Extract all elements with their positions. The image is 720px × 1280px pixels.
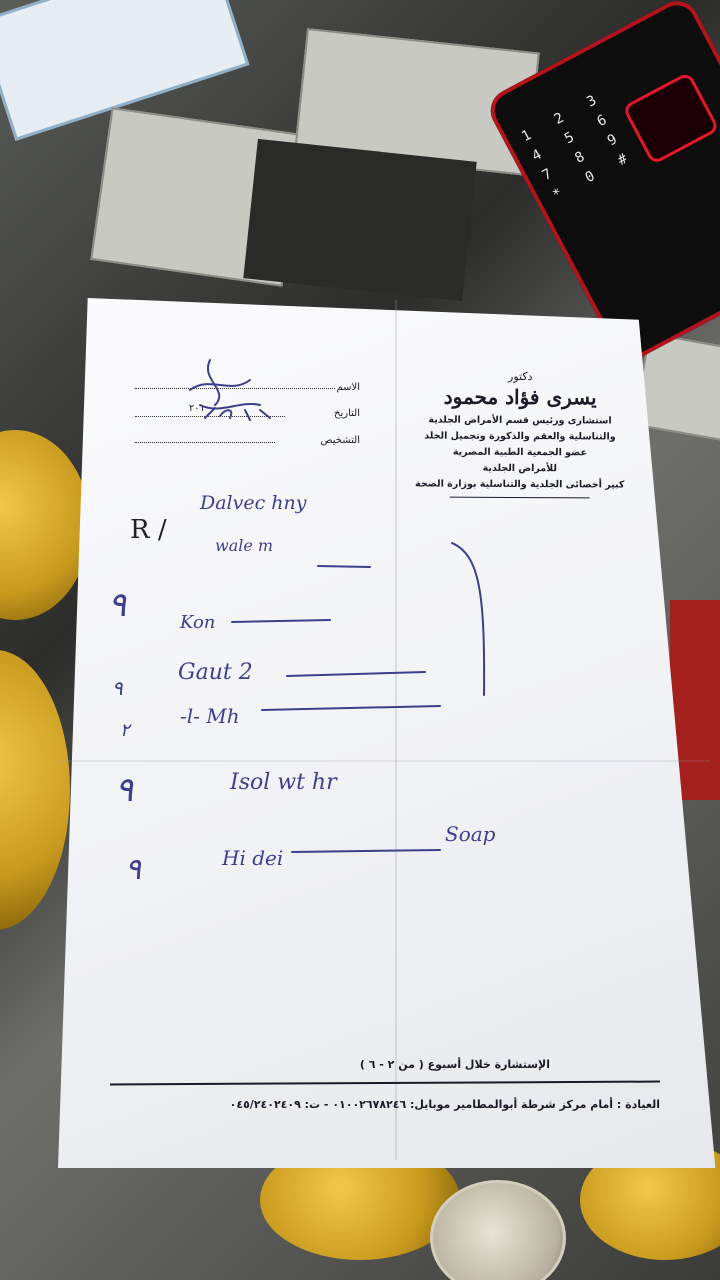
date-year-suffix: ٢٠١ — [188, 403, 205, 414]
item-text: -l- Mh — [180, 704, 240, 728]
item-line — [290, 844, 450, 858]
item-mark: ٩ — [125, 852, 142, 887]
background-tile — [243, 139, 476, 301]
credential-line: استشارى ورئيس قسم الأمراض الجلدية — [428, 414, 612, 427]
name-label: الاسم — [336, 382, 360, 393]
credential-line: عضو الجمعية الطبية المصرية — [452, 446, 588, 459]
date-label: التاريخ — [334, 408, 360, 419]
handwritten-bracket — [440, 535, 500, 705]
item-mark: ٩ — [115, 770, 134, 810]
item-mark: ٢ — [120, 720, 130, 741]
credential-line: والتناسلية والعقم والذكورة وتجميل الجلد — [424, 430, 616, 443]
background-jar-cap — [430, 1180, 566, 1280]
clinic-footer — [110, 1058, 670, 1111]
rx-symbol: R / — [130, 515, 167, 545]
handwritten-header-line: wale m — [215, 536, 274, 555]
phone-keypad: 1 2 3 4 5 6 7 8 9 * 0 # — [519, 87, 639, 204]
item-text: Isol wt hr — [230, 770, 337, 795]
credential-line: كبير أخصائى الجلدية والتناسلية بوزارة الصحة — [415, 478, 625, 491]
item-mark: ٩ — [108, 585, 127, 625]
item-text: Hi dei — [222, 846, 284, 870]
handwritten-header-line: Dalvec hny — [200, 492, 307, 514]
item-line — [260, 700, 450, 716]
item-line — [285, 668, 435, 682]
diagnosis-line — [135, 442, 275, 443]
paper-fold — [60, 760, 710, 762]
item-text: Gaut 2 — [178, 660, 253, 685]
clinic-address: العيادة : أمام مركز شرطة أبوالمطامير موبايل: ٠١٠٠٢٦٧٨٢٤٦ - ت: ٠٤٥/٢٤٠٢٤٠٩ — [229, 1098, 660, 1111]
item-line — [230, 616, 340, 628]
item-note: Soap — [445, 822, 496, 846]
background-jar — [0, 650, 70, 930]
handwritten-date — [200, 398, 280, 428]
consultation-note: الإستشارة خلال أسبوع ( من ٢ - ٦ ) — [359, 1058, 550, 1071]
handwritten-underline — [315, 560, 375, 572]
doctor-title: دكتور — [508, 369, 533, 384]
item-mark: ٩ — [112, 676, 123, 700]
item-text: Kon — [180, 612, 216, 633]
background-jar — [0, 430, 90, 620]
diagnosis-label: التشخيص — [320, 435, 360, 446]
doctor-letterhead — [380, 369, 661, 498]
doctor-name: يسرى فؤاد محمود — [443, 384, 597, 410]
credential-line: للأمراض الجلدية — [482, 462, 557, 475]
